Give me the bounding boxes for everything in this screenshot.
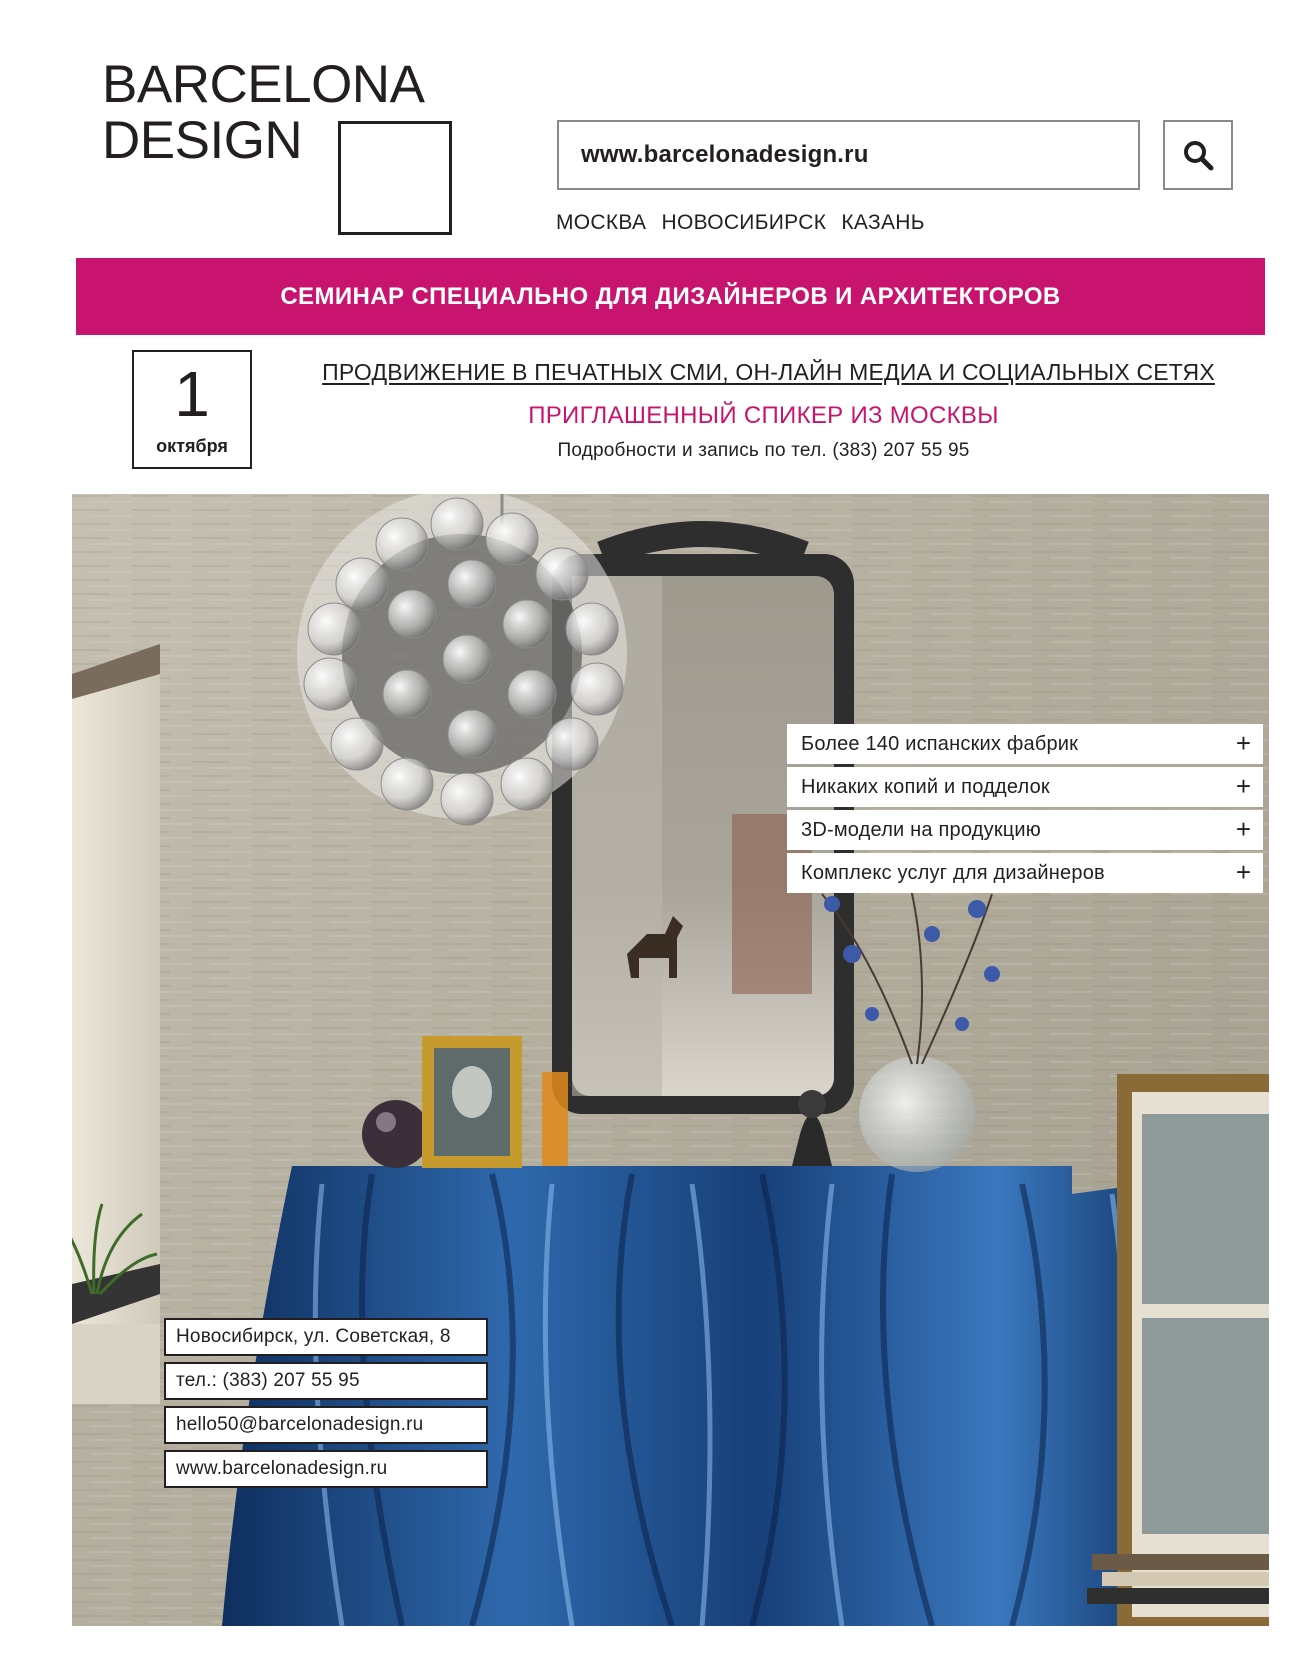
logo-square	[338, 121, 452, 235]
seminar-speaker: ПРИГЛАШЕННЫЙ СПИКЕР ИЗ МОСКВЫ	[528, 402, 999, 429]
plus-icon[interactable]: +	[1235, 728, 1251, 758]
seminar-details: Подробности и запись по тел. (383) 207 55 95	[557, 440, 970, 461]
plus-icon[interactable]: +	[1235, 857, 1251, 887]
plus-icon[interactable]: +	[1235, 771, 1251, 801]
seminar-topic	[72, 359, 1269, 386]
contact-list	[164, 1318, 488, 1494]
feature-item-originals[interactable]	[787, 767, 1263, 807]
feature-list	[787, 724, 1263, 896]
search-icon	[1181, 138, 1215, 172]
search-button[interactable]	[1163, 120, 1233, 190]
website-url-box[interactable]	[557, 120, 1140, 190]
date-month: октября	[156, 436, 228, 456]
seminar-banner	[72, 254, 1269, 494]
plus-icon[interactable]: +	[1235, 814, 1251, 844]
logo[interactable]	[102, 55, 462, 238]
logo-line-1: BARCELONA	[102, 55, 425, 114]
seminar-title: СЕМИНАР СПЕЦИАЛЬНО ДЛЯ ДИЗАЙНЕРОВ И АРХИТЕКТОРОВ	[280, 282, 1061, 310]
contact-phone[interactable]: тел.: (383) 207 55 95	[164, 1362, 488, 1400]
city-list	[556, 211, 934, 235]
contact-email[interactable]: hello50@barcelonadesign.ru	[164, 1406, 488, 1444]
contact-website[interactable]: www.barcelonadesign.ru	[164, 1450, 488, 1488]
feature-item-services[interactable]	[787, 853, 1263, 893]
contact-address: Новосибирск, ул. Советская, 8	[164, 1318, 488, 1356]
feature-label: Более 140 испанских фабрик	[801, 732, 1079, 755]
feature-label: Комплекс услуг для дизайнеров	[801, 861, 1105, 884]
feature-item-3d-models[interactable]	[787, 810, 1263, 850]
seminar-title-bar	[76, 258, 1265, 335]
website-url[interactable]: www.barcelonadesign.ru	[581, 141, 869, 168]
city-kazan: КАЗАНЬ	[841, 211, 925, 234]
city-novosibirsk: НОВОСИБИРСК	[661, 211, 827, 234]
date-day: 1	[174, 358, 210, 430]
seminar-topic-text: ПРОДВИЖЕНИЕ В ПЕЧАТНЫХ СМИ, ОН-ЛАЙН МЕДИА И СОЦИАЛЬНЫХ СЕТЯХ	[322, 359, 1215, 385]
feature-item-factories[interactable]	[787, 724, 1263, 764]
feature-label: 3D-модели на продукцию	[801, 818, 1041, 841]
logo-line-2: DESIGN	[102, 111, 303, 170]
city-moscow: МОСКВА	[556, 211, 647, 234]
feature-label: Никаких копий и подделок	[801, 775, 1050, 798]
